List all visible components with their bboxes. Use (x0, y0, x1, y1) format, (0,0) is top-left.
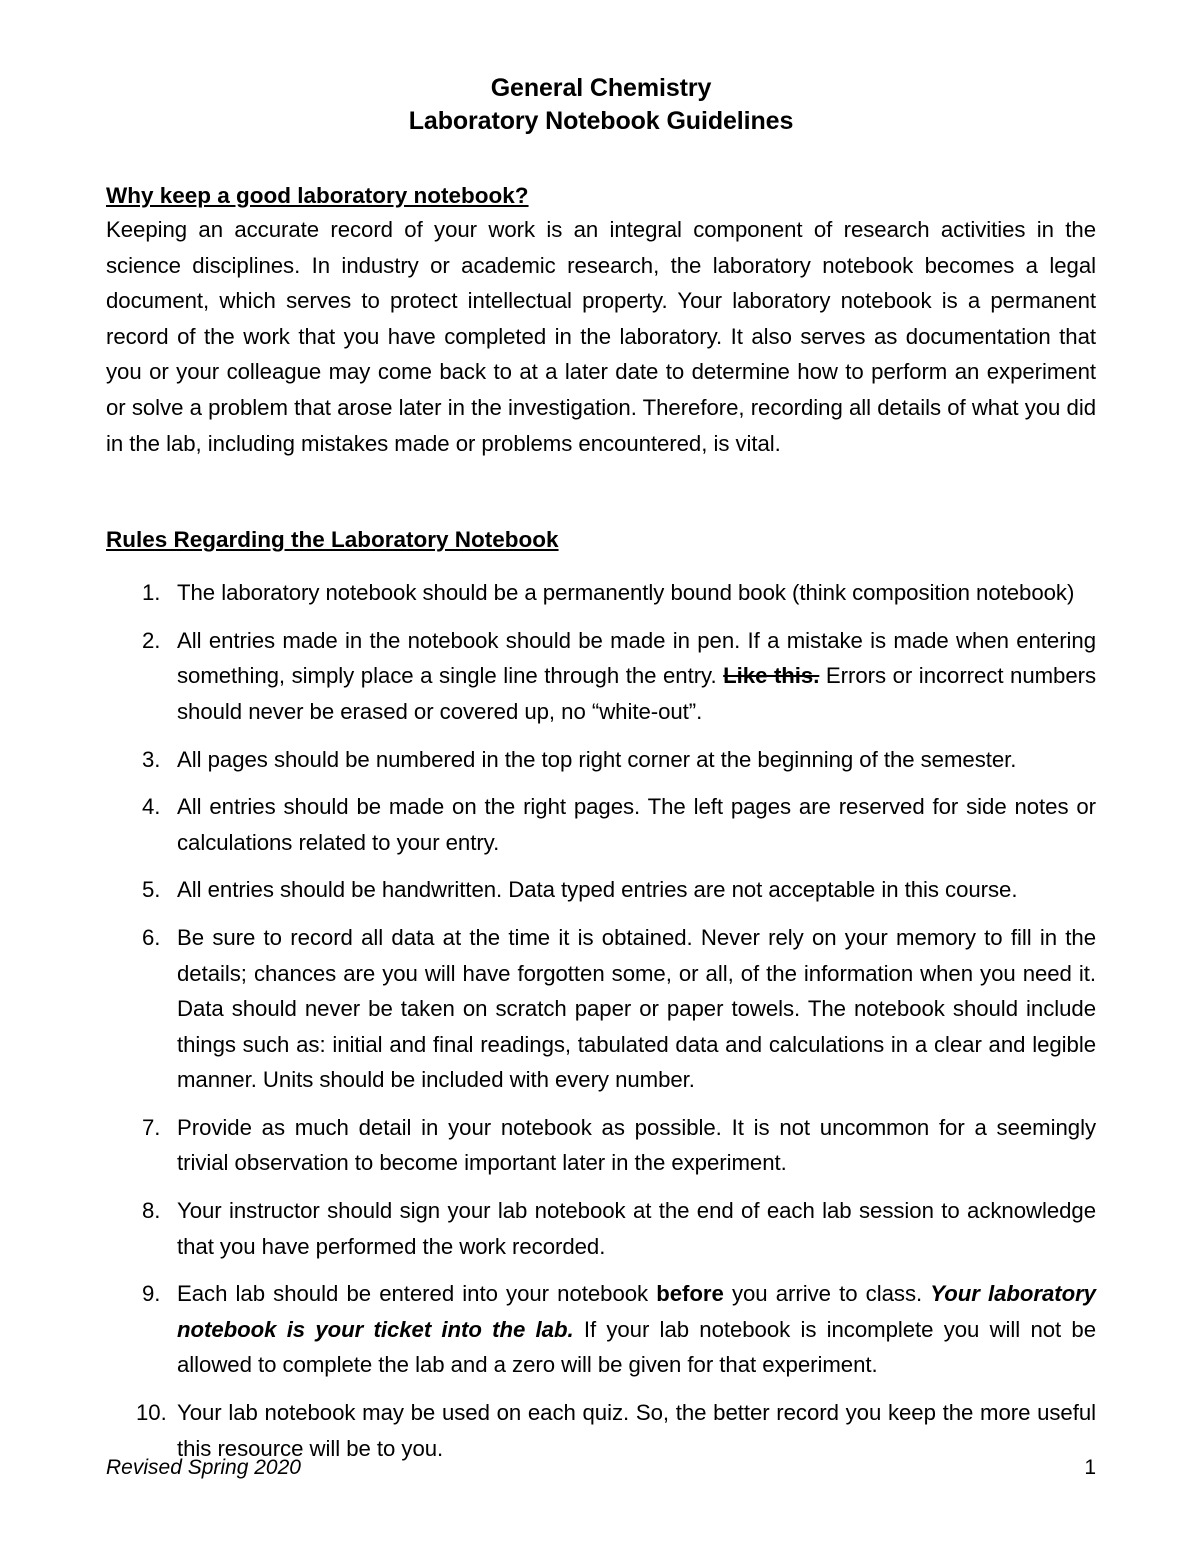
rule-text (177, 1193, 1096, 1264)
rules-list (106, 575, 1096, 1466)
title-line-2: Laboratory Notebook Guidelines (408, 107, 794, 135)
rule-text-run-bold-italic: Your laboratory notebook is your ticket into the lab. (177, 1281, 1096, 1342)
rule-text (177, 742, 1096, 778)
rule-text-run-strikethrough-bold: Like this. (723, 663, 820, 689)
document-title (106, 72, 1096, 138)
rule-item (106, 1276, 1096, 1383)
rule-number: 2. (142, 627, 161, 653)
rule-text (177, 575, 1096, 611)
rule-text-run-normal: Be sure to record all data at the time it is obtained. Never rely on your memory to fill in the details; chances are you will have forgotten some, or all, of the information when you need it. Data should never be taken on scratch paper or paper towels. The notebook should include things such as: initial and final readings, tabulated data and calculations in a clear and legible manner. Units should be included with every number. (177, 924, 1096, 1093)
rule-number: 10. (136, 1400, 167, 1426)
rule-number: 6. (142, 924, 161, 950)
rule-text-run-normal: All pages should be numbered in the top right corner at the beginning of the semester. (177, 746, 1017, 772)
rule-text-run-normal: you arrive to class. (723, 1281, 931, 1307)
rule-text (177, 623, 1096, 730)
rule-text (177, 1276, 1096, 1383)
rule-item (106, 742, 1096, 778)
rule-item (106, 789, 1096, 860)
rule-item (106, 872, 1096, 908)
rule-text-run-normal: The laboratory notebook should be a permanently bound book (think composition notebook) (177, 580, 1075, 606)
rule-text-run-normal: Your instructor should sign your lab notebook at the end of each lab session to acknowledge that you have performed the work recorded. (177, 1198, 1096, 1259)
why-keep-paragraph: Keeping an accurate record of your work is an integral component of research activities in the science disciplines. In industry or academic research, the laboratory notebook becomes a legal document, which serves to protect intellectual property. Your laboratory notebook is a permanent record of the work that you have completed in the laboratory. It also serves as documentation that you or your colleague may come back to at a later date to determine how to perform an experiment or solve a problem that arose later in the investigation. Therefore, recording all details of what you did in the lab, including mistakes made or problems encountered, is vital. (106, 217, 1096, 456)
rule-item (106, 1110, 1096, 1181)
rule-text (177, 789, 1096, 860)
rule-item (106, 1193, 1096, 1264)
section-heading-why-keep: Why keep a good laboratory notebook? (106, 183, 529, 208)
rule-item (106, 575, 1096, 611)
rule-number: 7. (142, 1114, 161, 1140)
rule-number: 5. (142, 877, 161, 903)
rule-text-run-normal: All entries should be made on the right pages. The left pages are reserved for side notes or calculations related to your entry. (177, 794, 1096, 855)
rule-text-run-normal: Errors or incorrect numbers should never be erased or covered up, no “white-out”. (177, 663, 1097, 724)
rule-number: 9. (142, 1281, 161, 1307)
rule-number: 4. (142, 794, 161, 820)
rule-text-run-normal: Your lab notebook may be used on each quiz. So, the better record you keep the more useful this resource will be to you. (177, 1400, 1096, 1461)
rule-text (177, 1110, 1096, 1181)
rule-item (106, 623, 1096, 730)
rule-number: 1. (142, 580, 161, 606)
rule-text-run-normal: Each lab should be entered into your notebook (177, 1281, 657, 1307)
section-heading-rules: Rules Regarding the Laboratory Notebook (106, 527, 559, 553)
title-line-1: General Chemistry (490, 74, 712, 102)
rule-text (177, 920, 1096, 1098)
rule-number: 8. (142, 1198, 161, 1224)
rule-text (177, 872, 1096, 908)
footer-page-number: 1 (1084, 1456, 1096, 1479)
rule-text-run-bold: before (656, 1281, 724, 1307)
rule-text-run-normal: All entries should be handwritten. Data typed entries are not acceptable in this course. (177, 877, 1018, 903)
rule-number: 3. (142, 746, 161, 772)
page-footer (106, 1455, 1096, 1481)
rule-text-run-normal: If your lab notebook is incomplete you will not be allowed to complete the lab and a zero will be given for that experiment. (177, 1316, 1096, 1378)
rule-item (106, 920, 1096, 1098)
footer-revision-text: Revised Spring 2020 (106, 1456, 301, 1479)
rule-text-run-normal: Provide as much detail in your notebook as possible. It is not uncommon for a seemingly trivial observation to become important later in the experiment. (177, 1114, 1096, 1176)
document-content (106, 72, 1096, 1466)
rule-text-run-normal: All entries made in the notebook should be made in pen. If a mistake is made when entering something, simply place a single line through the entry. (177, 627, 1096, 689)
